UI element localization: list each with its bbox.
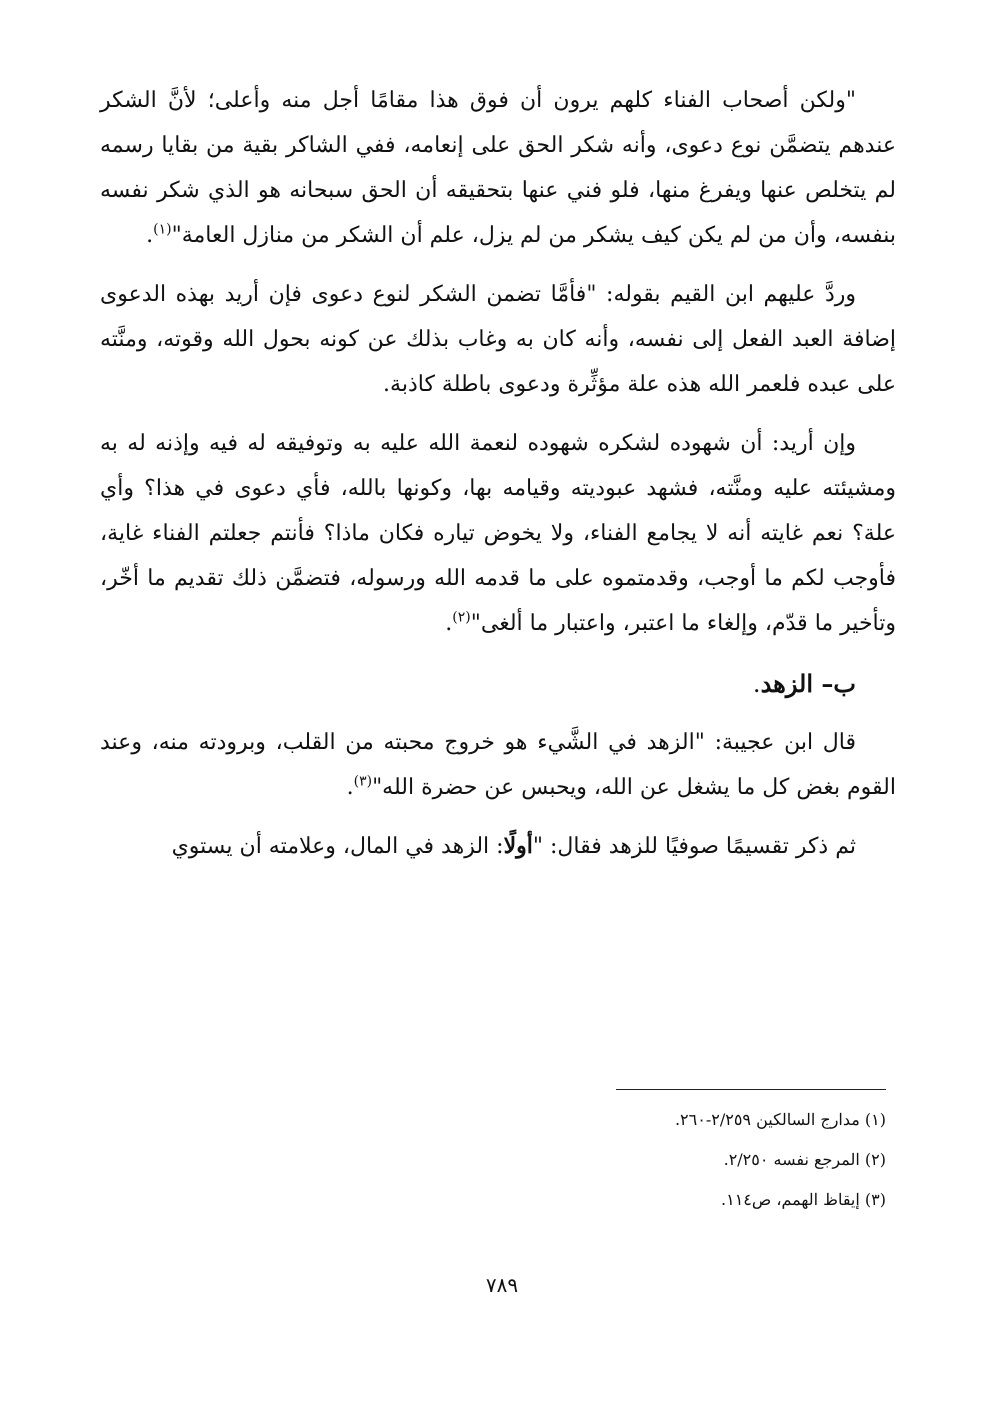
footnote-ref-2: (٢) [452,609,471,626]
paragraph-3-text: وإن أريد: أن شهوده لشكره شهوده لنعمة الله عليه به وتوفيقه له فيه وإذنه له به ومشيئته عليه ومنَّته، فشهد عبوديته وقيامه بها، وكونها بالله، فأي دعوى في هذا؟ وأي علة؟ نعم غايته أنه لا يجامع الفناء، ولا يخوض تياره فكان ماذا؟ فأنتم جعلتم الفناء غاية، فأوجب لكم ما أوجب، وقدمتموه على ما قدمه الله ورسوله، فتضمَّن ذلك تقديم ما أخّر، وتأخير ما قدّم، وإلغاء ما اعتبر، واعتبار ما ألغى" [100,431,896,636]
page-number: ٧٨٩ [485,1273,519,1297]
paragraph-2-text: وردَّ عليهم ابن القيم بقوله: "فأمَّا تضمن الشكر لنوع دعوى فإن أريد بهذه الدعوى إضافة العبد الفعل إلى نفسه، وأنه كان به وغاب بذلك عن كونه بحول الله وقوته، ومنَّته على عبده فلعمر الله هذه علة مؤثِّرة ودعوى باطلة كاذبة. [100,282,896,397]
paragraph-4-text: قال ابن عجيبة: "الزهد في الشَّيء هو خروج محبته من القلب، وبرودته منه، وعند القوم بغض كل ما يشغل عن الله، ويحبس عن حضرة الله" [100,730,896,800]
footnote-3: (٣) إيقاظ الهمم، ص١١٤. [721,1190,886,1209]
paragraph-5-rest: : الزهد في المال، وعلامته أن يستوي [171,834,504,859]
section-heading-text: ب– الزهد [760,669,856,698]
footnote-separator [616,1089,886,1090]
footnotes [286,1100,886,1220]
footnote-1: (١) مدارج السالكين ٢/٢٥٩-٢٦٠. [674,1110,886,1129]
paragraph-1-end: . [146,223,154,248]
paragraph-1 [100,78,896,258]
section-heading-end: . [752,670,761,698]
paragraph-1-text: "ولكن أصحاب الفناء كلهم يرون أن فوق هذا مقامًا أجل منه وأعلى؛ لأنَّ الشكر عندهم يتضمَّن نوع دعوى، وأنه شكر الحق على إنعامه، ففي الشاكر بقية من بقايا رسمه لم يتخلص عنها ويفرغ منها، فلو فني عنها بتحقيقه أن الحق سبحانه هو الذي شكر نفسه بنفسه، وأن من لم يكن كيف يشكر من لم يزل، علم أن الشكر من منازل العامة" [100,88,896,248]
paragraph-4-end: . [346,775,354,800]
paragraph-3-end: . [445,611,453,636]
section-heading-zuhd [100,660,896,708]
main-text [100,78,896,869]
paragraph-5-start: ثم ذكر تقسيمًا صوفيًا للزهد فقال: " [532,834,856,859]
paragraph-5 [100,824,896,869]
footnote-ref-1: (١) [153,221,172,238]
paragraph-4 [100,720,896,810]
paragraph-2 [100,272,896,407]
footnote-2: (٢) المرجع نفسه ٢/٢٥٠. [723,1150,886,1169]
footnote-ref-3: (٣) [353,773,373,790]
paragraph-3 [100,421,896,646]
paragraph-5-bold: أولًا [503,833,533,859]
